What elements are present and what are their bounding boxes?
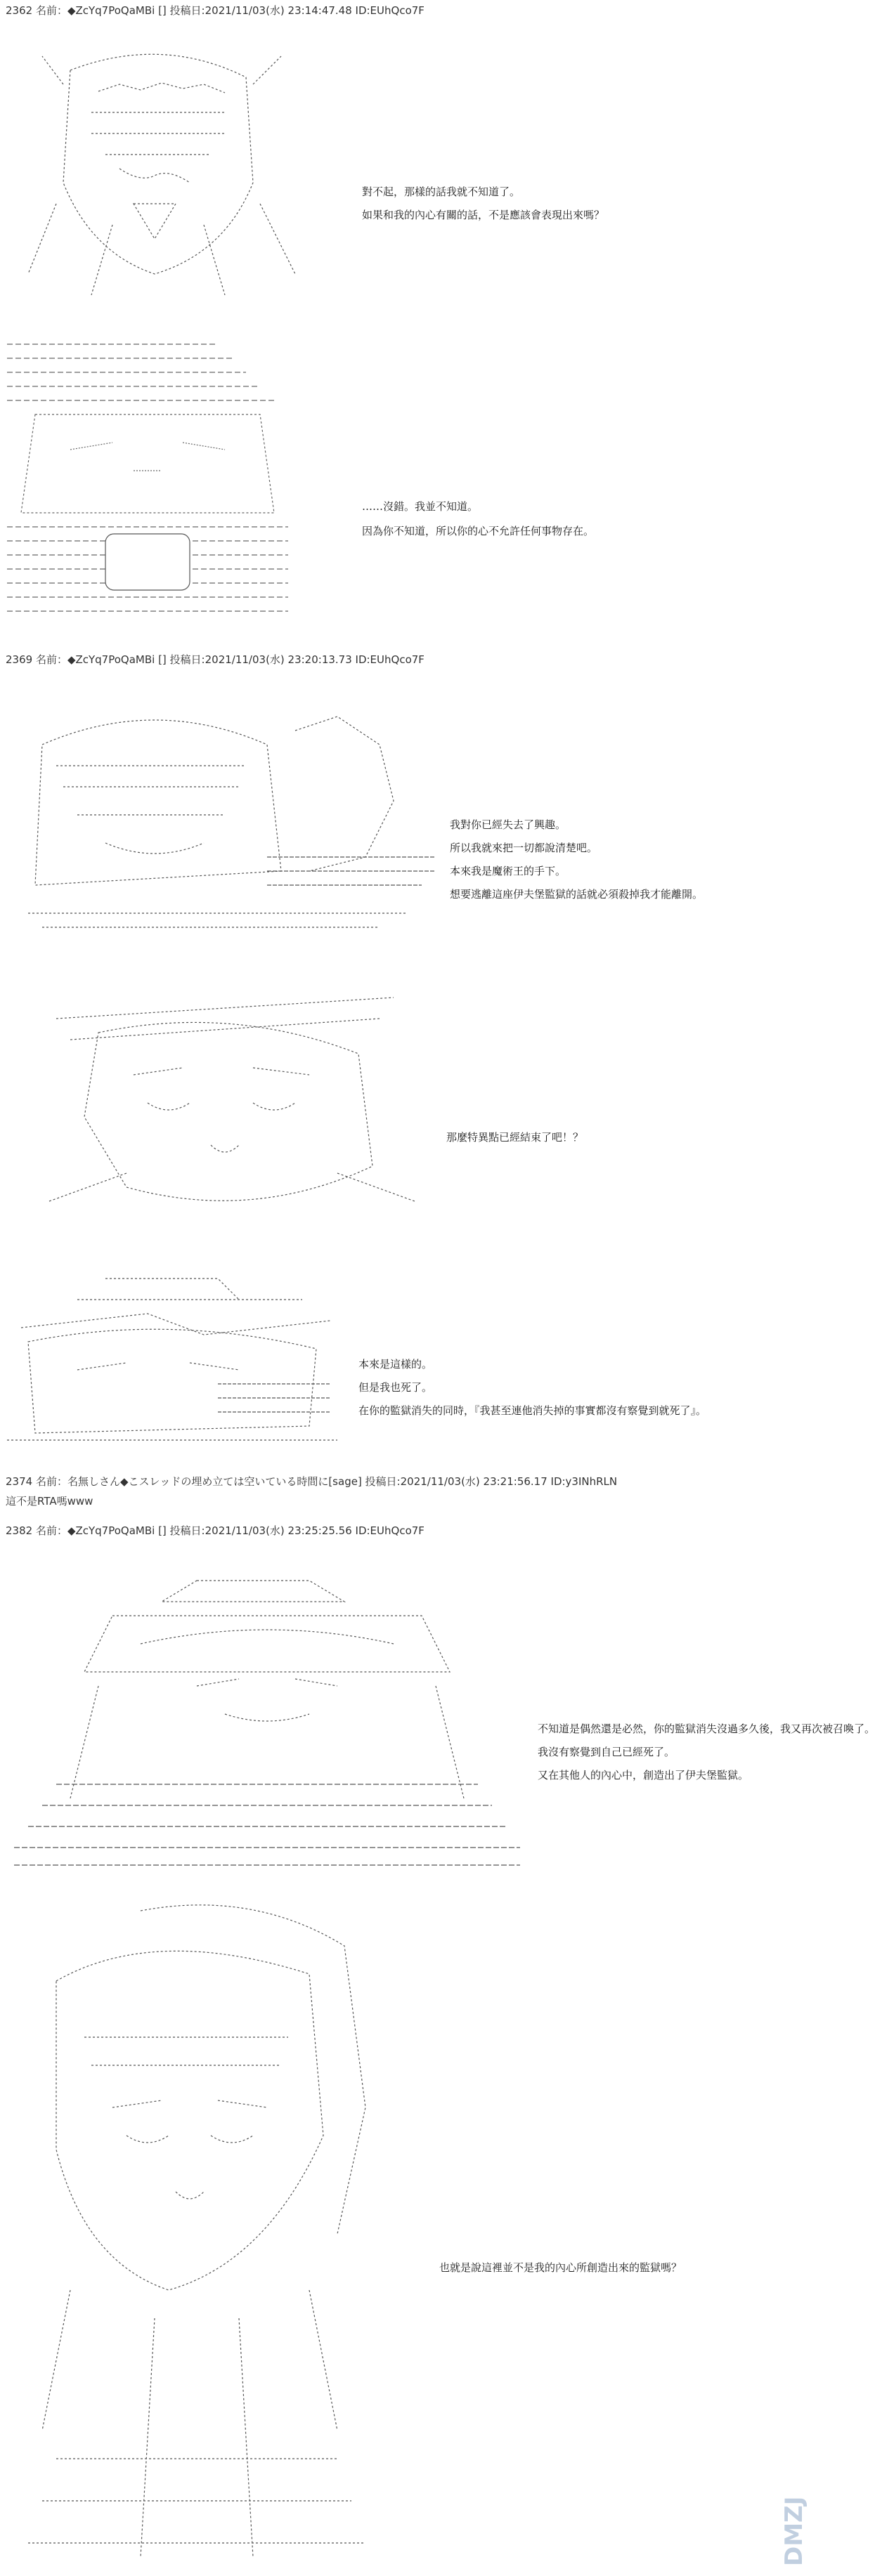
svg-text:DMZJ: DMZJ — [780, 2496, 808, 2566]
post-header: 2362 名前：◆ZcYq7PoQaMBi [] 投稿日:2021/11/03(水) 23:14:47.48 ID:EUhQco7F — [6, 4, 424, 17]
dialogue-line: 想要逃離這座伊夫堡監獄的話就必須殺掉我才能離開。 — [450, 888, 704, 901]
reply-text: 這不是RTA嗎www — [6, 1495, 93, 1508]
dialogue-line: 不知道是偶然還是必然，你的監獄消失沒過多久後，我又再次被召喚了。 — [538, 1722, 875, 1735]
ascii-art-character-6 — [14, 1574, 520, 1876]
dialogue-line: 因為你不知道，所以你的心不允許任何事物存在。 — [362, 525, 595, 537]
ascii-art-character-1 — [14, 42, 309, 302]
watermark-logo — [782, 2468, 822, 2573]
post-header: 2382 名前：◆ZcYq7PoQaMBi [] 投稿日:2021/11/03(水) 23:25:25.56 ID:EUhQco7F — [6, 1524, 424, 1537]
ascii-art-character-5 — [7, 1271, 337, 1447]
dialogue-line: 又在其他人的內心中，創造出了伊夫堡監獄。 — [538, 1769, 749, 1781]
post-header: 2369 名前：◆ZcYq7PoQaMBi [] 投稿日:2021/11/03(水) 23:20:13.73 ID:EUhQco7F — [6, 653, 424, 666]
dialogue-line: 我對你已經失去了興趣。 — [450, 818, 566, 831]
dialogue-line: ……沒錯。我並不知道。 — [362, 500, 479, 513]
post-header: 2374 名前：名無しさん◆こスレッドの埋め立ては空いている時間に[sage] 投稿日:2021/11/03(水) 23:21:56.17 ID:y3INhRLN — [6, 1475, 618, 1488]
dialogue-line: 對不起，那樣的話我就不知道了。 — [362, 185, 521, 198]
dialogue-line: 但是我也死了。 — [358, 1381, 433, 1394]
dialogue-line: 如果和我的內心有關的話，不是應該會表現出來嗎？ — [362, 209, 605, 221]
dialogue-line: 也就是說這裡並不是我的內心所創造出來的監獄嗎？ — [439, 2261, 682, 2274]
ascii-art-character-2 — [7, 330, 288, 625]
ascii-art-character-4 — [42, 990, 422, 1229]
ascii-art-character-7 — [14, 1897, 380, 2571]
dialogue-line: 在你的監獄消失的同時，『我甚至連他消失掉的事實都沒有察覺到就死了』。 — [358, 1404, 707, 1417]
dialogue-line: 本來是這樣的。 — [358, 1358, 433, 1371]
dialogue-line: 所以我就來把一切都說清楚吧。 — [450, 842, 598, 854]
dialogue-line: 本來我是魔術王的手下。 — [450, 865, 566, 877]
dialogue-line: 我沒有察覺到自己已經死了。 — [538, 1746, 675, 1758]
ascii-art-character-3 — [14, 702, 436, 941]
dialogue-line: 那麼特異點已經結束了吧！？ — [446, 1131, 584, 1144]
